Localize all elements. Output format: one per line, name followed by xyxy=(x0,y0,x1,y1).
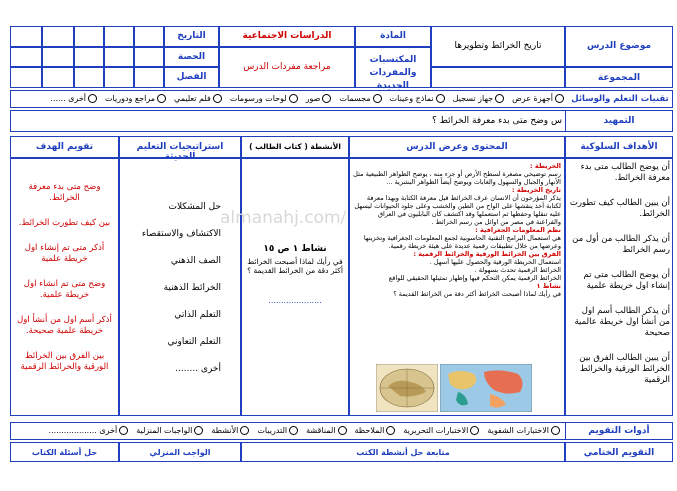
content-point-c: الخرائط الرقمية يمكن التحكم فيها وإظهار تمثيلها الحقيقي للواقع xyxy=(388,274,561,282)
radio-icon[interactable] xyxy=(289,94,298,103)
follow-cell xyxy=(241,442,565,462)
radio-icon[interactable] xyxy=(386,426,395,435)
strategy-item[interactable]: الصف الذهني xyxy=(170,256,221,266)
tools-options xyxy=(14,94,566,104)
objectives-title: الأهداف السلوكية xyxy=(580,142,658,152)
content-point-b: الخرائط الرقمية تحدث بسهولة . xyxy=(474,266,561,274)
class-label-cell xyxy=(164,67,219,88)
assessment-option-label: الأنشطة xyxy=(211,426,239,435)
content-heading-2: تاريخ الخريطة : xyxy=(512,186,561,194)
tool-option[interactable] xyxy=(339,94,383,103)
content-paragraph-3: هي استعمال البرامج التقنية الحاسوبية لجمع المعلومات الجغرافية وتخزينها وعرضها من خلال تطبيقات رقمية عديدة على هيئة خريطة رقمية. xyxy=(363,234,561,250)
assessment-option-label: الملاحظة xyxy=(354,426,385,435)
objective-item: أن يوضح الطالب متى تم إنشاء اول خريطة علمية xyxy=(583,270,670,291)
tool-option-label: أخرى ...... xyxy=(50,94,87,103)
objective-item: أن يوضح الطالب متى بدء معرفة الخرائط. xyxy=(580,162,670,183)
col-strategies-header xyxy=(119,136,241,162)
radio-icon[interactable] xyxy=(194,426,203,435)
content-text xyxy=(353,162,561,298)
tool-option-label: صور xyxy=(305,94,321,103)
radio-icon[interactable] xyxy=(373,94,382,103)
date-label: التاريخ xyxy=(177,31,206,41)
radio-icon[interactable] xyxy=(495,94,504,103)
strategy-item[interactable]: الخرائط الذهنية xyxy=(163,283,221,293)
activity-answer-dots[interactable]: ..................... xyxy=(268,296,322,305)
period-label: الحصة xyxy=(177,52,206,62)
assessment-option-label: المناقشة xyxy=(306,426,336,435)
evaluation-title: تقويم الهدف xyxy=(35,142,94,152)
content-title: المحتوى وعرض الدرس xyxy=(406,142,508,152)
evaluation-list xyxy=(14,182,115,373)
blank-cell[interactable] xyxy=(42,67,74,88)
blank-cell[interactable] xyxy=(74,47,104,67)
blank-cell[interactable] xyxy=(134,26,164,47)
strategy-item[interactable]: أخرى ........ xyxy=(175,364,221,374)
activity-title: نشاط ١ ص ١٥ xyxy=(263,244,327,254)
assessment-option[interactable] xyxy=(355,426,398,435)
tool-option[interactable] xyxy=(512,94,566,103)
acquired-value-cell xyxy=(219,47,355,88)
lesson-topic-label-cell xyxy=(565,26,673,67)
content-activity-question: في رأيك لماذا أصبحت الخرائط أكثر دقة من الخرائط القديمة ؟ xyxy=(393,290,561,298)
content-heading-1: الخريطة : xyxy=(530,162,561,170)
objective-item: أن يذكر الطالب أسم اول من أنشأ اول خريطة عالمية صحيحة xyxy=(574,306,670,338)
radio-icon[interactable] xyxy=(470,426,479,435)
lesson-topic-value: تاريخ الخرائط وتطويرها xyxy=(454,41,542,51)
watermark: almanahj.com/ xyxy=(220,208,347,228)
evaluation-item: وضح متى بدء معرفة الخرائط. xyxy=(28,182,101,203)
tool-option-label: مراجع ودوريات xyxy=(105,94,156,103)
assessment-option-label: الواجبات المنزلية xyxy=(136,426,193,435)
subject-label: المادة xyxy=(380,31,406,41)
blank-cell[interactable] xyxy=(42,47,74,67)
col-content-header xyxy=(349,136,565,158)
radio-icon[interactable] xyxy=(338,426,347,435)
assessment-options xyxy=(14,426,562,436)
blank-cell[interactable] xyxy=(74,67,104,88)
activities-text xyxy=(245,244,345,306)
tools-label: تقنيات التعلم والوسائل xyxy=(571,94,669,104)
strategy-item[interactable]: التعلم التعاوني xyxy=(167,337,221,347)
evaluation-item: وضح متى تم انشاء اول خريطة علمية. xyxy=(23,279,106,300)
assessment-option-label: التدريبات xyxy=(257,426,288,435)
evaluation-item: أذكر أسم اول من أنشأ اول خريطة علمية صحيحة. xyxy=(17,315,112,336)
homework-cell xyxy=(119,442,241,462)
final-eval-label: التقويم الختامي xyxy=(583,448,655,458)
assessment-label: أدوات التقويم xyxy=(588,426,650,436)
blank-cell[interactable] xyxy=(104,47,134,67)
radio-icon[interactable] xyxy=(119,426,128,435)
blank-cell[interactable] xyxy=(10,47,42,67)
blank-cell[interactable] xyxy=(134,47,164,67)
col-evaluation-header xyxy=(10,136,119,158)
subject-value: الدراسات الاجتماعية xyxy=(242,31,332,41)
content-activity-label: نشاط ١ xyxy=(536,282,561,290)
content-point-a: استعمال الخريطة الورقية والحصول عليها أسهل . xyxy=(429,258,561,266)
world-map-image xyxy=(440,364,532,412)
radio-icon[interactable] xyxy=(436,94,445,103)
blank-cell[interactable] xyxy=(10,26,42,47)
objective-item: أن يبين الطالب الفرق بين الخرائط الورقية والخرائط الرقمية xyxy=(579,353,670,385)
intro-question: س وضح متى بدء معرفة الخرائط ؟ xyxy=(431,116,562,126)
questions-label: حل أسئلة الكتاب xyxy=(31,448,98,457)
group-label-cell xyxy=(565,67,673,88)
col-activities-header xyxy=(241,136,349,158)
date-label-cell xyxy=(164,26,219,47)
class-label: الفصل xyxy=(176,72,207,82)
tool-option-label: فلم تعليمي xyxy=(174,94,211,103)
acquired-value: مراجعة مفردات الدرس xyxy=(243,62,331,72)
tool-option[interactable] xyxy=(50,94,99,103)
period-label-cell xyxy=(164,47,219,67)
strategies-list xyxy=(125,200,221,376)
strategy-item[interactable]: حل المشكلات xyxy=(168,202,221,212)
tool-option[interactable] xyxy=(306,94,334,103)
radio-icon[interactable] xyxy=(555,94,564,103)
tool-option[interactable] xyxy=(230,94,300,103)
strategy-item[interactable]: الاكتشاف والاستقصاء xyxy=(141,229,221,239)
subject-label-cell xyxy=(355,26,431,47)
blank-cell[interactable] xyxy=(42,26,74,47)
objective-item: أن يبين الطالب كيف تطورت الخرائط. xyxy=(569,198,670,219)
ancient-map-image xyxy=(376,364,438,412)
blank-cell[interactable] xyxy=(74,26,104,47)
intro-label: التمهيد xyxy=(603,116,635,126)
assessment-option[interactable] xyxy=(257,426,300,435)
radio-icon[interactable] xyxy=(88,94,97,103)
acquired-label-cell xyxy=(355,47,431,91)
content-paragraph-2: يذكر المؤرخون أن الانسان عرف الخرائط قبل معرفة الكتابة وبهذا معرفة لكتابة أخذ ينقشها على الواح من الطين والخشب وعلى جلود الحيوانات ليسهل عليه تنقلها وحفظها ثم استعملها وقد اكتشف كان البابليون في العراق والفراعنة في مصر من اوائل من رسم الخرائط . xyxy=(354,194,561,226)
tool-option-label: أجهزة عرض xyxy=(512,94,553,103)
blank-cell[interactable] xyxy=(104,67,134,88)
objectives-list xyxy=(569,162,670,386)
radio-icon[interactable] xyxy=(322,94,331,103)
evaluation-item: بين الفرق بين الخرائط الورقية والخرائط الرقمية xyxy=(20,351,109,372)
evaluation-item: بين كيف تطورت الخرائط. xyxy=(18,218,111,228)
activity-question: في رأيك لماذا أصبحت الخرائط أكثر دقة من الخرائط القديمة ؟ xyxy=(247,257,343,275)
objective-item: أن يذكر الطالب من أول من رسم الخرائط xyxy=(572,234,670,255)
radio-icon[interactable] xyxy=(157,94,166,103)
evaluation-item: أذكر متى تم إنشاء اول خريطة علمية xyxy=(24,243,105,264)
content-heading-3: نظم المعلومات الجغرافية : xyxy=(475,226,561,234)
assessment-option-label: الاختبارات التحريرية xyxy=(403,426,469,435)
tool-option[interactable] xyxy=(453,94,506,103)
assessment-option-label: الاختبارات الشفوية xyxy=(487,426,549,435)
homework-label: الواجب المنزلي xyxy=(149,448,211,457)
subject-value-cell xyxy=(219,26,355,47)
content-paragraph-1: رسم توضيحي مصغرة لسطح الأرض أو جزء منه ، يوضح الظواهر الطبيعية مثل الأنهار والجبال والسهول والغابات ويوضح أيضاً الظواهر البشرية ... xyxy=(353,170,561,186)
assessment-option[interactable] xyxy=(136,426,205,435)
blank-cell[interactable] xyxy=(104,26,134,47)
tool-option-label: مجسمات xyxy=(339,94,371,103)
strategies-title: استراتيجيات التعليم الحديثة xyxy=(136,142,224,162)
assessment-option-label: أخرى ................... xyxy=(48,426,118,435)
strategy-item[interactable]: التعلم الذاتي xyxy=(174,310,221,320)
group-label: المجموعة xyxy=(597,73,641,83)
group-value-cell[interactable] xyxy=(431,67,565,88)
assessment-option[interactable] xyxy=(211,426,251,435)
radio-icon[interactable] xyxy=(289,426,298,435)
questions-cell xyxy=(10,442,119,462)
tool-option[interactable] xyxy=(105,94,168,103)
radio-icon[interactable] xyxy=(551,426,560,435)
lesson-topic-value-cell xyxy=(431,26,565,67)
lesson-topic-label: موضوع الدرس xyxy=(586,41,652,51)
blank-cell[interactable] xyxy=(10,67,42,88)
tool-option[interactable] xyxy=(390,94,447,103)
assessment-option[interactable] xyxy=(403,426,481,435)
col-objectives-header xyxy=(565,136,673,158)
blank-cell[interactable] xyxy=(134,67,164,88)
assessment-option[interactable] xyxy=(487,426,562,435)
tool-option-label: نماذج وعينات xyxy=(389,94,434,103)
tool-option[interactable] xyxy=(174,94,224,103)
radio-icon[interactable] xyxy=(213,94,222,103)
activities-title: الأنشطة ( كتاب الطالب ) xyxy=(249,142,341,151)
follow-label: متابعة حل أنشطة الكتب xyxy=(356,448,450,457)
acquired-label: المكتسبات والمفردات الجديدة xyxy=(369,55,417,91)
tool-option-label: لوحات ورسومات xyxy=(229,94,287,103)
radio-icon[interactable] xyxy=(240,426,249,435)
assessment-option[interactable] xyxy=(306,426,348,435)
tool-option-label: جهاز تسجيل xyxy=(452,94,494,103)
final-eval-cell xyxy=(565,442,673,462)
content-heading-4: الفرق بين الخرائط الورقية والخرائط الرقمية : xyxy=(413,250,561,258)
assessment-option[interactable] xyxy=(49,426,131,435)
